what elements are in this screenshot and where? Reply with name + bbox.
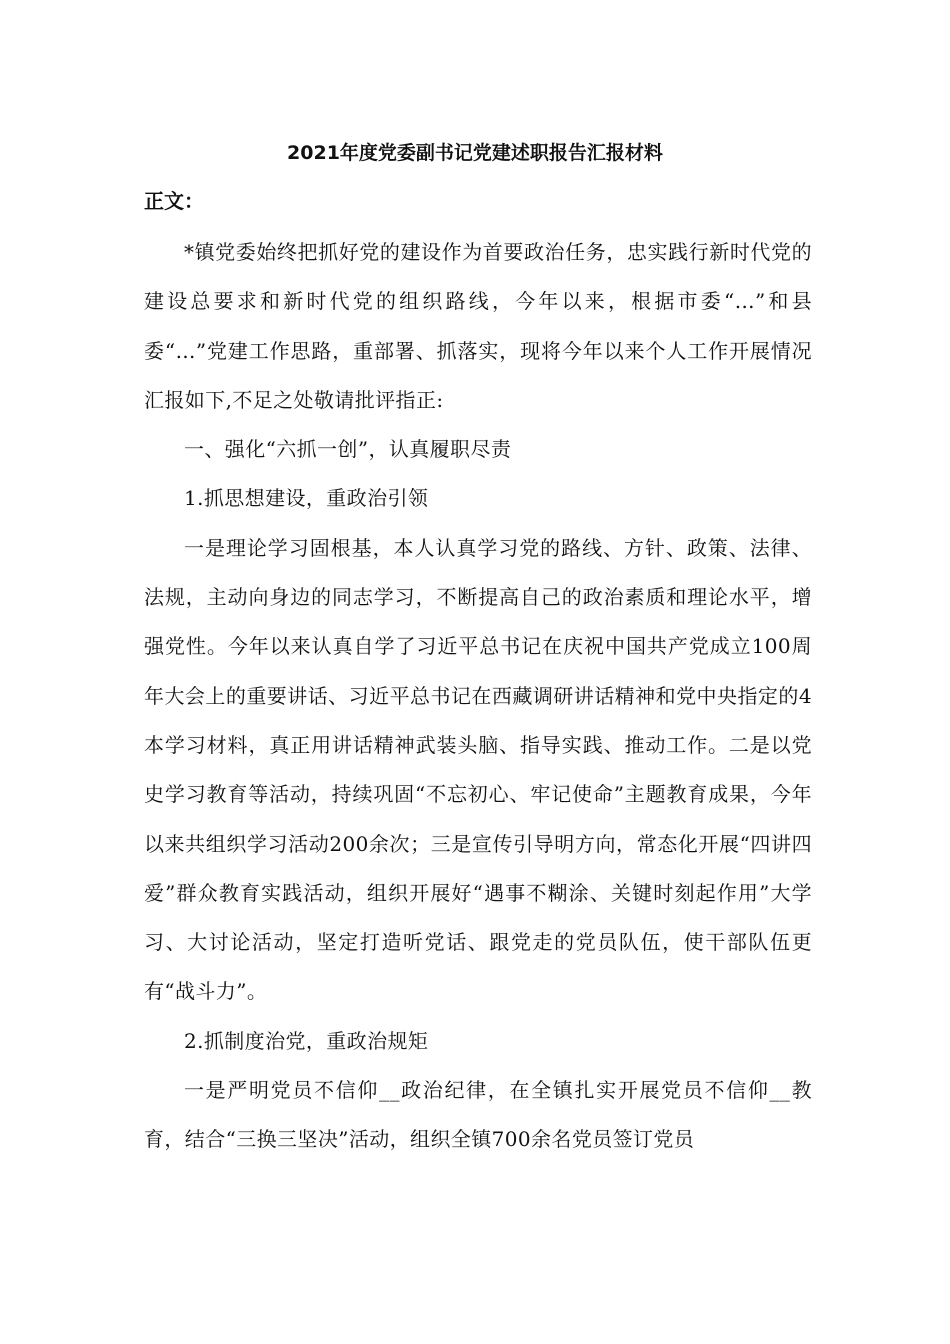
document-title: 2021年度党委副书记党建述职报告汇报材料 (287, 142, 663, 164)
paragraph-ideology: 一是理论学习固根基，本人认真学习党的路线、方针、政策、法律、法规，主动向身边的同志学习，不断提高自己的政治素质和理论水平，增强党性。今年以来认真自学了习近平总书记在庆祝中国共产党成立100周年大会上的重要讲话、习近平总书记在西藏调研讲话精神和党中央指定的4本学习材料，真正用讲话精神武装头脑、指导实践、推动工作。二是以党史学习教育等活动，持续巩固“不忘初心、牢记使命”主题教育成果，今年以来共组织学习活动200余次；三是宣传引导明方向，常态化开展“四讲四爱”群众教育实践活动，组织开展好“遇事不糊涂、关键时刻起作用”大学习、大讨论活动，坚定打造听党话、跟党走的党员队伍，使干部队伍更有“战斗力”。 (144, 535, 812, 1004)
body-label: 正文： (144, 189, 204, 213)
subsection-heading-2: 2.抓制度治党，重政治规矩 (184, 1028, 429, 1053)
paragraph-intro: *镇党委始终把抓好党的建设作为首要政治任务，忠实践行新时代党的建设总要求和新时代党的组织路线，今年以来，根据市委“…”和县委“…”党建工作思路，重部署、抓落实，现将今年以来个人工作开展情况汇报如下,不足之处敬请批评指正: (144, 240, 812, 412)
document-body (144, 228, 812, 1165)
paragraph-discipline: 一是严明党员不信仰__政治纪律，在全镇扎实开展党员不信仰__教育，结合“三换三坚决”活动，组织全镇700余名党员签订党员 (144, 1078, 812, 1152)
section-heading-1: 一、强化“六抓一创”，认真履职尽责 (184, 437, 512, 462)
subsection-heading-1: 1.抓思想建设，重政治引领 (184, 486, 429, 511)
